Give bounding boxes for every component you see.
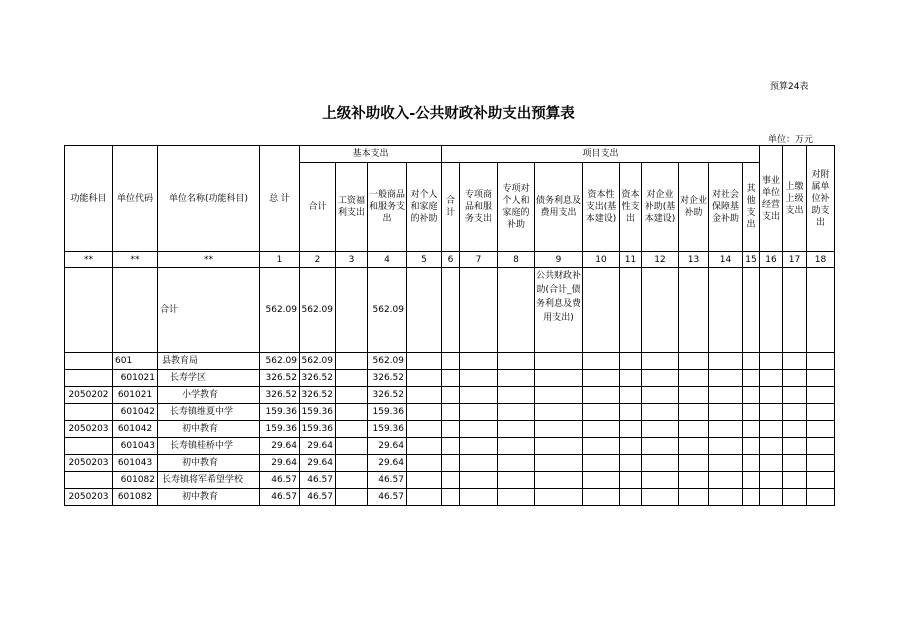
page-title: 上级补助收入-公共财政补助支出预算表 — [322, 105, 575, 122]
index-cell: ** — [113, 252, 158, 268]
index-cell: 1 — [260, 252, 300, 268]
index-cell: 9 — [535, 252, 583, 268]
total-row — [65, 268, 835, 353]
unit-name: 长寿镇桂桥中学 — [158, 438, 260, 455]
header-p-debt: 债务利息及费用支出 — [535, 163, 583, 252]
index-cell: 3 — [336, 252, 368, 268]
unit-code: 601043 — [113, 438, 158, 455]
header-p-capital: 资本性支出(基本建设) — [583, 163, 620, 252]
table-row — [65, 404, 835, 421]
header-b-goods: 一般商品和服务支出 — [368, 163, 407, 252]
unit-name: 长寿镇维夏中学 — [158, 404, 260, 421]
header-b-wage: 工资福利支出 — [336, 163, 368, 252]
index-cell: 16 — [760, 252, 783, 268]
row-basic-goods: 46.57 — [368, 489, 407, 506]
unit-code: 601082 — [113, 472, 158, 489]
row-total: 326.52 — [260, 387, 300, 404]
unit-code: 601042 — [113, 404, 158, 421]
func-code — [65, 370, 113, 387]
table-row — [65, 353, 835, 370]
header-total: 总 计 — [260, 146, 300, 252]
row-basic-total: 159.36 — [300, 404, 336, 421]
header-p-goods: 专项商品和服务支出 — [460, 163, 498, 252]
func-code: 2050203 — [65, 421, 113, 438]
table-row — [65, 489, 835, 506]
index-cell: 10 — [583, 252, 620, 268]
row-basic-goods: 29.64 — [368, 455, 407, 472]
row-basic-goods: 326.52 — [368, 387, 407, 404]
unit-code: 601021 — [113, 370, 158, 387]
unit-name: 初中教育 — [158, 455, 260, 472]
index-cell: 5 — [407, 252, 442, 268]
index-row — [65, 252, 835, 268]
total-label: 合计 — [158, 268, 260, 353]
header-b-personal: 对个人和家庭的补助 — [407, 163, 442, 252]
header-p-other: 其他支出 — [743, 163, 760, 252]
index-cell: 17 — [783, 252, 807, 268]
total-basic-goods: 562.09 — [368, 268, 407, 353]
row-basic-total: 29.64 — [300, 438, 336, 455]
row-basic-total: 159.36 — [300, 421, 336, 438]
unit-name: 长寿镇将军希望学校 — [158, 472, 260, 489]
table-row — [65, 421, 835, 438]
header-code: 单位代码 — [113, 146, 158, 252]
unit-code: 601043 — [113, 455, 158, 472]
row-basic-total: 562.09 — [300, 353, 336, 370]
row-basic-goods: 159.36 — [368, 404, 407, 421]
header-b-total: 合计 — [300, 163, 336, 252]
row-basic-goods: 562.09 — [368, 353, 407, 370]
index-cell: 7 — [460, 252, 498, 268]
func-code — [65, 438, 113, 455]
unit-code: 601 — [113, 353, 158, 370]
index-cell: ** — [65, 252, 113, 268]
func-code: 2050202 — [65, 387, 113, 404]
row-basic-total: 46.57 — [300, 472, 336, 489]
row-basic-goods: 159.36 — [368, 421, 407, 438]
budget-table — [64, 145, 835, 506]
index-cell: 6 — [442, 252, 460, 268]
header-project: 项目支出 — [442, 146, 760, 163]
unit-name: 长寿学区 — [158, 370, 260, 387]
func-code — [65, 404, 113, 421]
index-cell: 2 — [300, 252, 336, 268]
header-p-enterprise: 对企业补助(基本建设) — [642, 163, 679, 252]
header-name: 单位名称(功能科目) — [158, 146, 260, 252]
header-p-personal: 专项对个人和家庭的补助 — [498, 163, 535, 252]
header-basic: 基本支出 — [300, 146, 442, 163]
table-row — [65, 455, 835, 472]
table-row — [65, 387, 835, 404]
row-total: 562.09 — [260, 353, 300, 370]
header-upper: 上缴上级支出 — [783, 146, 807, 252]
row-total: 29.64 — [260, 455, 300, 472]
header-affiliated: 对附属单位补助支出 — [807, 146, 835, 252]
row-total: 46.57 — [260, 489, 300, 506]
index-cell: 11 — [620, 252, 642, 268]
unit-label: 单位：万元 — [768, 135, 814, 145]
row-total: 46.57 — [260, 472, 300, 489]
header-biz: 事业单位经营支出 — [760, 146, 783, 252]
unit-code: 601082 — [113, 489, 158, 506]
header-p-total: 合计 — [442, 163, 460, 252]
total-value: 562.09 — [260, 268, 300, 353]
unit-name: 初中教育 — [158, 421, 260, 438]
table-row — [65, 472, 835, 489]
unit-code: 601042 — [113, 421, 158, 438]
header-p-social: 对社会保障基金补助 — [709, 163, 743, 252]
row-basic-goods: 29.64 — [368, 438, 407, 455]
row-basic-goods: 326.52 — [368, 370, 407, 387]
unit-code: 601021 — [113, 387, 158, 404]
index-cell: 13 — [679, 252, 709, 268]
header-func: 功能科目 — [65, 146, 113, 252]
total-note: 公共财政补助(合计_债务利息及费用支出) — [535, 268, 583, 353]
row-basic-total: 29.64 — [300, 455, 336, 472]
index-cell: ** — [158, 252, 260, 268]
header-p-enterprise2: 对企业补助 — [679, 163, 709, 252]
row-total: 159.36 — [260, 404, 300, 421]
row-basic-goods: 46.57 — [368, 472, 407, 489]
unit-name: 县教育局 — [158, 353, 260, 370]
header-p-capital2: 资本性支出 — [620, 163, 642, 252]
row-basic-total: 326.52 — [300, 387, 336, 404]
func-code — [65, 353, 113, 370]
table-row — [65, 370, 835, 387]
table-row — [65, 438, 835, 455]
row-total: 326.52 — [260, 370, 300, 387]
index-cell: 4 — [368, 252, 407, 268]
unit-name: 小学教育 — [158, 387, 260, 404]
row-basic-total: 326.52 — [300, 370, 336, 387]
row-total: 29.64 — [260, 438, 300, 455]
func-code — [65, 472, 113, 489]
index-cell: 12 — [642, 252, 679, 268]
index-cell: 18 — [807, 252, 835, 268]
index-cell: 14 — [709, 252, 743, 268]
func-code: 2050203 — [65, 455, 113, 472]
index-cell: 15 — [743, 252, 760, 268]
func-code: 2050203 — [65, 489, 113, 506]
form-number: 预算24表 — [770, 82, 809, 92]
row-total: 159.36 — [260, 421, 300, 438]
unit-name: 初中教育 — [158, 489, 260, 506]
total-basic-total: 562.09 — [300, 268, 336, 353]
row-basic-total: 46.57 — [300, 489, 336, 506]
index-cell: 8 — [498, 252, 535, 268]
